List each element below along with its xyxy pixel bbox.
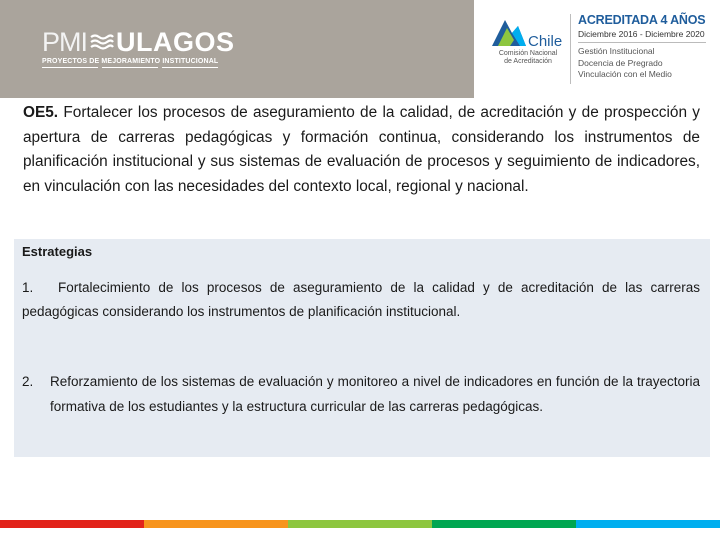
strategy-item: [22, 276, 700, 324]
strategies-box: [14, 239, 710, 457]
accreditation-info: [578, 12, 718, 81]
strategy-number: 1.: [22, 280, 34, 295]
strategy-item: [22, 369, 700, 419]
strategy-text: Fortalecimiento de los procesos de aseguramiento de la calidad y de acreditación de las carreras pedagógicas considerando los instrumentos de planificación institucional.: [22, 280, 700, 319]
objective-label: OE5.: [23, 104, 59, 121]
wave-icon: [90, 32, 114, 52]
footer-segment-blue: [576, 520, 720, 528]
cna-chile-icon: [488, 16, 568, 48]
footer-color-bar: [0, 520, 720, 528]
strategies-heading: Estrategias: [22, 244, 93, 259]
footer-segment-red: [0, 520, 144, 528]
footer-segment-green: [432, 520, 576, 528]
footer-segment-orange: [144, 520, 288, 528]
accreditation-panel: [474, 0, 720, 98]
accreditation-areas: [578, 46, 718, 81]
accreditation-area: Vinculación con el Medio: [578, 69, 672, 79]
cna-country: Chile: [528, 33, 563, 48]
footer-segment-lightgreen: [288, 520, 432, 528]
accreditation-area: Gestión Institucional: [578, 46, 655, 56]
pmi-ulagos-logo: [42, 27, 235, 68]
logo-prefix: PMI: [42, 27, 88, 57]
objective-text: Fortalecer los procesos de aseguramiento de la calidad, de acreditación y de prospección y apertura de carreras pedagógicas y formación continua, considerando los instrumentos de planificación institucional y sus sistemas de evaluación de procesos y seguimiento de indicadores, en vinculación con las necesidades del contexto local, regional y nacional.: [23, 104, 700, 195]
accreditation-divider: [570, 14, 571, 84]
logo-underline: [42, 67, 218, 68]
header-banner: [0, 0, 720, 98]
logo-subtitle: PROYECTOS DE MEJORAMIENTO INSTITUCIONAL: [42, 58, 219, 65]
cna-name: Comisión Nacional de Acreditación: [498, 50, 558, 65]
objective-paragraph: [23, 101, 700, 199]
accreditation-area: Docencia de Pregrado: [578, 57, 663, 68]
strategy-number: 2.: [22, 374, 34, 389]
accreditation-title: ACREDITADA 4 AÑOS: [578, 13, 706, 27]
logo-brand: ULAGOS: [116, 27, 235, 57]
accreditation-dates: Diciembre 2016 - Diciembre 2020: [578, 29, 706, 43]
cna-logo: [488, 16, 574, 66]
strategy-text: Reforzamiento de los sistemas de evaluación y monitoreo a nivel de indicadores en función de la trayectoria formativa de los estudiantes y la estructura curricular de las carreras pedagógicas.: [50, 374, 700, 414]
